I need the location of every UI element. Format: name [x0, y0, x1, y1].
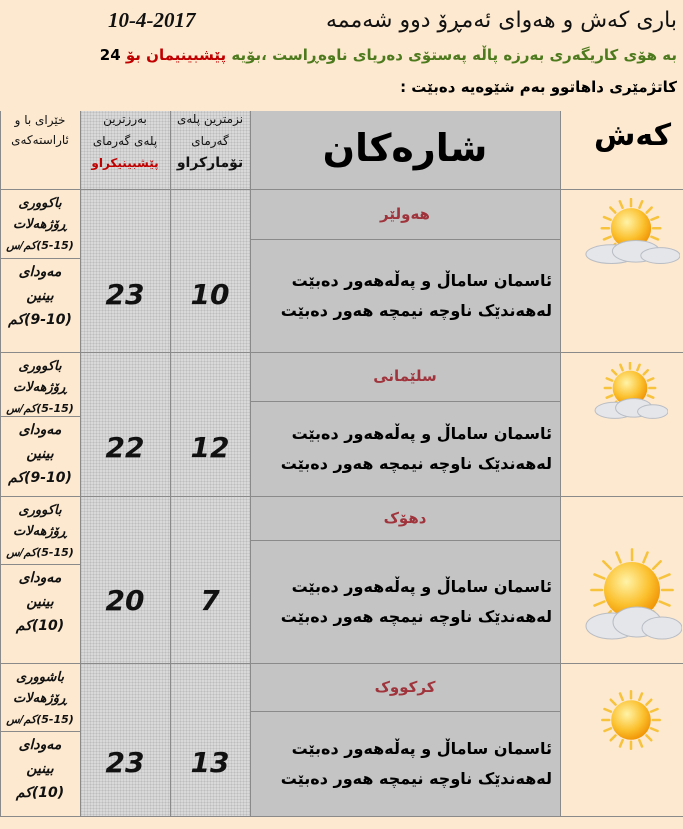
max-temp: 23: [105, 277, 145, 311]
min-temp: 12: [190, 430, 230, 464]
min-temp-column: [170, 111, 250, 817]
city-name: هەولێر: [380, 205, 430, 223]
visibility-line: (10)کم: [15, 785, 65, 801]
sun-cloud-icon: [582, 198, 680, 270]
max-temp-column: [80, 111, 170, 817]
wind-direction: باکووری: [18, 196, 62, 211]
wind-info: [0, 500, 80, 563]
description-line: لەهەندێک ناوچە نیمچە هەور دەبێت: [280, 300, 552, 320]
page-title: باری کەش و هەوای ئەمڕۆ دوو شەممە: [325, 8, 677, 33]
sun-icon: [598, 686, 664, 754]
intro-line: بە هۆی کاریگەری بەرزە پاڵە پەستۆی دەریای ناوەڕاست ،بۆیە پێشبینیمان بۆ 24: [99, 46, 677, 64]
description-line: ئاسمان ساماڵ و پەڵەهەور دەبێت: [291, 423, 552, 443]
wind-info: [0, 356, 80, 419]
city-name: کرکووک: [374, 678, 436, 696]
wind-info: [0, 667, 80, 730]
sun-cloud-icon: [592, 362, 668, 424]
city-name: دهۆک: [383, 509, 427, 527]
max-temp: 22: [105, 430, 145, 464]
wind-header: خێرای با و ئاراستەکەی: [11, 113, 69, 147]
description-line: ئاسمان ساماڵ و پەڵەهەور دەبێت: [291, 738, 552, 758]
visibility-line: بینین: [26, 594, 54, 610]
wind-direction: ڕۆژهەلات: [13, 524, 67, 539]
visibility-line: مەودای: [18, 737, 62, 753]
city-name: سلێمانی: [373, 367, 437, 385]
max-temp-header: بەرزترین پلەی گەرمای پێشبینیکراو: [91, 112, 159, 170]
description-line: لەهەندێک ناوچە نیمچە هەور دەبێت: [280, 453, 552, 473]
visibility-info: [0, 260, 80, 332]
weather-description: [262, 419, 552, 479]
visibility-line: (9-10)کم: [8, 470, 72, 486]
weather-header: کەش: [594, 118, 672, 153]
visibility-info: [0, 733, 80, 805]
wind-speed: (5-15)کم/س: [6, 402, 74, 415]
wind-direction: ڕۆژهەلات: [13, 691, 67, 706]
visibility-line: مەودای: [18, 422, 62, 438]
weather-description: [262, 572, 552, 632]
intro-line-2: کاتژمێری داهاتوو بەم شێوەیە دەبێت :: [400, 78, 677, 96]
visibility-line: (10)کم: [15, 618, 65, 634]
max-temp: 23: [105, 745, 145, 779]
visibility-line: مەودای: [18, 570, 62, 586]
max-temp: 20: [105, 583, 145, 617]
visibility-line: بینین: [26, 288, 54, 304]
weather-description: [262, 266, 552, 326]
visibility-line: مەودای: [18, 264, 62, 280]
min-temp-header: نزمترین پلەی گەرمای تۆمارکراو: [176, 112, 244, 171]
wind-info: [0, 193, 80, 256]
visibility-line: (9-10)کم: [8, 312, 72, 328]
description-line: ئاسمان ساماڵ و پەڵەهەور دەبێت: [291, 576, 552, 596]
wind-speed: (5-15)کم/س: [6, 239, 74, 252]
visibility-line: بینین: [26, 446, 54, 462]
wind-speed: (5-15)کم/س: [6, 546, 74, 559]
wind-direction: ڕۆژهەلات: [13, 380, 67, 395]
min-temp: 10: [190, 277, 230, 311]
wind-direction: باشووری: [16, 670, 64, 685]
wind-speed: (5-15)کم/س: [6, 713, 74, 726]
visibility-info: [0, 566, 80, 638]
wind-direction: باکووری: [18, 359, 62, 374]
date: 10-4-2017: [108, 8, 196, 32]
sun-cloud-icon: [582, 548, 682, 648]
visibility-line: بینین: [26, 761, 54, 777]
visibility-info: [0, 418, 80, 490]
description-line: لەهەندێک ناوچە نیمچە هەور دەبێت: [280, 606, 552, 626]
min-temp: 13: [190, 745, 230, 779]
wind-direction: ڕۆژهەلات: [13, 217, 67, 232]
description-line: ئاسمان ساماڵ و پەڵەهەور دەبێت: [291, 270, 552, 290]
weather-description: [262, 734, 552, 794]
wind-direction: باکووری: [18, 503, 62, 518]
cities-header: شارەکان: [322, 126, 488, 170]
description-line: لەهەندێک ناوچە نیمچە هەور دەبێت: [280, 768, 552, 788]
min-temp: 7: [200, 583, 220, 617]
